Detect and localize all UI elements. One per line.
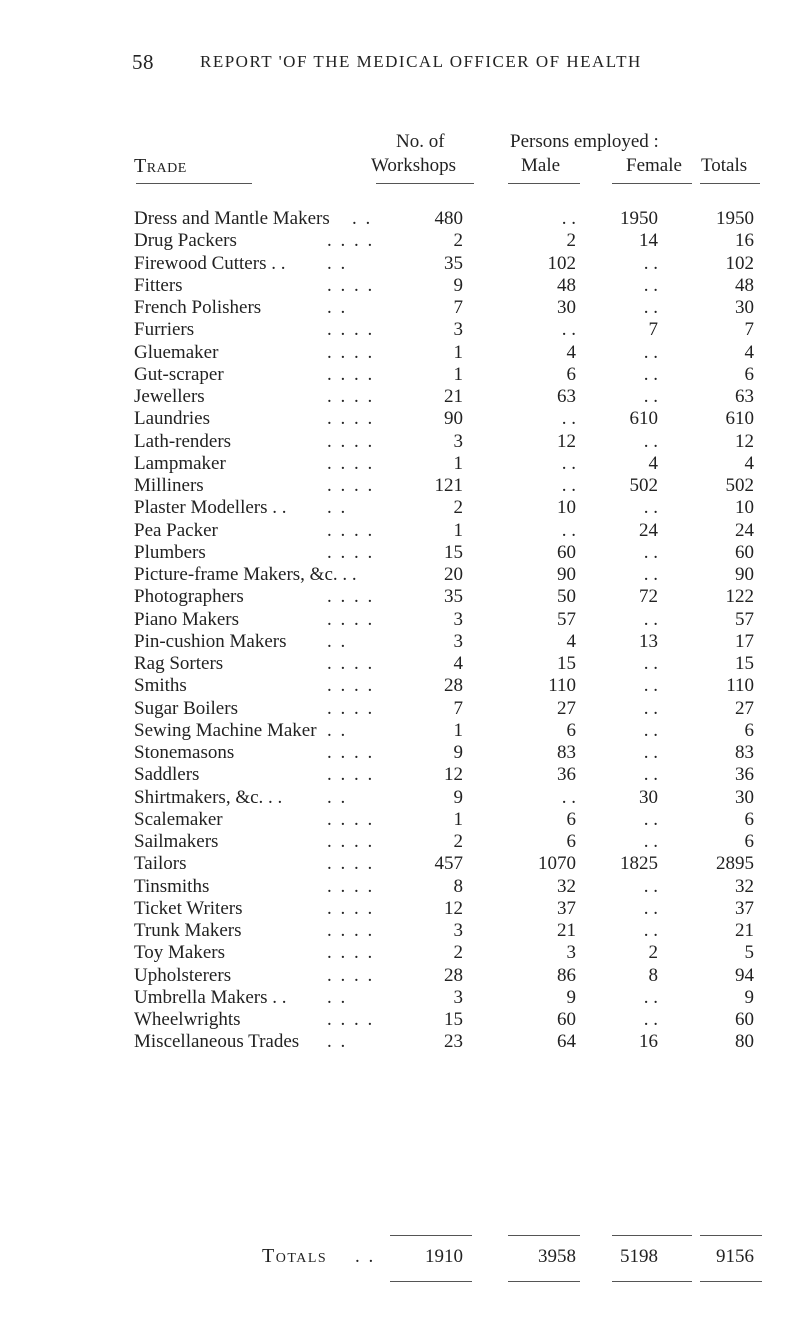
female-cell: . . bbox=[643, 809, 658, 830]
female-cell: . . bbox=[643, 920, 658, 941]
trade-cell: Fitters bbox=[134, 275, 183, 296]
female-cell: . . bbox=[643, 609, 658, 630]
workshops-cell: 1 bbox=[453, 520, 463, 541]
workshops-cell: 3 bbox=[453, 609, 463, 630]
total-cell: 83 bbox=[735, 742, 754, 763]
table-row bbox=[0, 497, 800, 518]
total-cell: 80 bbox=[735, 1031, 754, 1052]
running-title: REPORT 'OF THE MEDICAL OFFICER OF HEALTH bbox=[200, 52, 642, 71]
female-cell: . . bbox=[643, 364, 658, 385]
trade-cell: Sewing Machine Maker bbox=[134, 720, 317, 741]
total-cell: 24 bbox=[735, 520, 754, 541]
trade-cell: Trunk Makers bbox=[134, 920, 242, 941]
table-row bbox=[0, 275, 800, 296]
trade-cell: Plaster Modellers . . bbox=[134, 497, 287, 518]
female-cell: 13 bbox=[639, 631, 658, 652]
total-cell: 48 bbox=[735, 275, 754, 296]
table-row bbox=[0, 898, 800, 919]
table-row bbox=[0, 965, 800, 986]
trade-cell: Gluemaker bbox=[134, 342, 219, 363]
trade-cell: Lampmaker bbox=[134, 453, 226, 474]
table-row bbox=[0, 853, 800, 874]
total-cell: 6 bbox=[744, 809, 754, 830]
workshops-cell: 7 bbox=[453, 297, 463, 318]
total-cell: 94 bbox=[735, 965, 754, 986]
leader-dots: . . . . bbox=[327, 1009, 375, 1030]
table-row bbox=[0, 319, 800, 340]
header-rule-workshops bbox=[376, 183, 474, 184]
total-cell: 63 bbox=[735, 386, 754, 407]
female-cell: . . bbox=[643, 653, 658, 674]
totals-male: 3958 bbox=[538, 1246, 576, 1267]
workshops-cell: 1 bbox=[453, 364, 463, 385]
male-cell: 6 bbox=[566, 364, 576, 385]
male-cell: 21 bbox=[557, 920, 576, 941]
female-cell: . . bbox=[643, 742, 658, 763]
trade-cell: Drug Packers bbox=[134, 230, 237, 251]
workshops-header-line2: Workshops bbox=[371, 155, 457, 176]
male-cell: 4 bbox=[566, 342, 576, 363]
female-cell: . . bbox=[643, 876, 658, 897]
male-cell: . . bbox=[561, 453, 576, 474]
male-cell: 10 bbox=[557, 497, 576, 518]
total-cell: 21 bbox=[735, 920, 754, 941]
male-cell: 57 bbox=[557, 609, 576, 630]
leader-dots: . . . . bbox=[327, 742, 375, 763]
trade-cell: Pea Packer bbox=[134, 520, 218, 541]
total-cell: 6 bbox=[744, 831, 754, 852]
totals-label: Totals bbox=[262, 1245, 328, 1267]
table-row bbox=[0, 230, 800, 251]
workshops-cell: 15 bbox=[444, 1009, 463, 1030]
leader-dots: . . bbox=[327, 987, 348, 1008]
female-cell: 2 bbox=[648, 942, 658, 963]
leader-dots: . . . . bbox=[327, 275, 375, 296]
female-cell: . . bbox=[643, 275, 658, 296]
total-cell: 4 bbox=[744, 453, 754, 474]
table-row bbox=[0, 698, 800, 719]
female-cell: . . bbox=[643, 386, 658, 407]
table-row bbox=[0, 342, 800, 363]
male-cell: . . bbox=[561, 475, 576, 496]
trade-cell: Saddlers bbox=[134, 764, 200, 785]
workshops-cell: 121 bbox=[434, 475, 463, 496]
leader-dots: . . . . bbox=[327, 898, 375, 919]
trade-cell: Sugar Boilers bbox=[134, 698, 238, 719]
total-cell: 102 bbox=[725, 253, 754, 274]
female-cell: . . bbox=[643, 831, 658, 852]
table-row bbox=[0, 520, 800, 541]
workshops-cell: 23 bbox=[444, 1031, 463, 1052]
male-cell: . . bbox=[561, 787, 576, 808]
table-row bbox=[0, 542, 800, 563]
workshops-cell: 21 bbox=[444, 386, 463, 407]
totals-workshops: 1910 bbox=[425, 1246, 463, 1267]
workshops-cell: 2 bbox=[453, 831, 463, 852]
leader-dots: . . bbox=[327, 1031, 348, 1052]
trade-cell: Plumbers bbox=[134, 542, 206, 563]
leader-dots: . . . . bbox=[327, 319, 375, 340]
workshops-cell: 3 bbox=[453, 319, 463, 340]
table-row bbox=[0, 453, 800, 474]
trade-cell: Furriers bbox=[134, 319, 195, 340]
trade-cell: Lath-renders bbox=[134, 431, 232, 452]
leader-dots: . . bbox=[327, 253, 348, 274]
trade-cell: Sailmakers bbox=[134, 831, 219, 852]
total-cell: 16 bbox=[735, 230, 754, 251]
female-cell: . . bbox=[643, 297, 658, 318]
table-row bbox=[0, 253, 800, 274]
female-cell: . . bbox=[643, 342, 658, 363]
leader-dots: . . . . bbox=[327, 586, 375, 607]
trade-cell: Stonemasons bbox=[134, 742, 235, 763]
workshops-cell: 28 bbox=[444, 675, 463, 696]
workshops-cell: 7 bbox=[453, 698, 463, 719]
female-cell: . . bbox=[643, 764, 658, 785]
female-cell: 610 bbox=[629, 408, 658, 429]
total-cell: 9 bbox=[744, 987, 754, 1008]
totals-female: 5198 bbox=[620, 1246, 658, 1267]
workshops-cell: 9 bbox=[453, 742, 463, 763]
female-cell: . . bbox=[643, 564, 658, 585]
workshops-cell: 3 bbox=[453, 987, 463, 1008]
male-cell: 6 bbox=[566, 831, 576, 852]
workshops-cell: 480 bbox=[434, 208, 463, 229]
table-row bbox=[0, 987, 800, 1008]
workshops-cell: 35 bbox=[444, 586, 463, 607]
table-row bbox=[0, 831, 800, 852]
leader-dots: . . . . bbox=[327, 342, 375, 363]
trade-cell: Umbrella Makers . . bbox=[134, 987, 287, 1008]
total-cell: 10 bbox=[735, 497, 754, 518]
table-row bbox=[0, 475, 800, 496]
leader-dots: . . . . bbox=[327, 542, 375, 563]
leader-dots: . . . . bbox=[327, 386, 375, 407]
workshops-cell: 9 bbox=[453, 275, 463, 296]
table-row bbox=[0, 920, 800, 941]
leader-dots: . . bbox=[327, 631, 348, 652]
totals-rule-male bbox=[508, 1235, 580, 1236]
male-cell: 9 bbox=[566, 987, 576, 1008]
leader-dots: . . . . bbox=[327, 520, 375, 541]
workshops-cell: 8 bbox=[453, 876, 463, 897]
trade-cell: Smiths bbox=[134, 675, 187, 696]
male-cell: . . bbox=[561, 208, 576, 229]
trade-cell: Piano Makers bbox=[134, 609, 240, 630]
leader-dots: . . . . bbox=[327, 453, 375, 474]
table-row bbox=[0, 297, 800, 318]
leader-dots: . . . . bbox=[327, 876, 375, 897]
male-cell: 102 bbox=[547, 253, 576, 274]
total-cell: 502 bbox=[725, 475, 754, 496]
trade-cell: Pin-cushion Makers bbox=[134, 631, 287, 652]
total-cell: 30 bbox=[735, 297, 754, 318]
table-row bbox=[0, 609, 800, 630]
male-cell: 4 bbox=[566, 631, 576, 652]
workshops-cell: 3 bbox=[453, 431, 463, 452]
table-row bbox=[0, 208, 800, 229]
totals-dots: . . bbox=[355, 1246, 376, 1267]
workshops-header-line1: No. of bbox=[396, 131, 445, 152]
workshops-cell: 457 bbox=[434, 853, 463, 874]
male-cell: 90 bbox=[557, 564, 576, 585]
table-row bbox=[0, 564, 800, 585]
total-cell: 2895 bbox=[716, 853, 754, 874]
total-cell: 610 bbox=[725, 408, 754, 429]
trade-cell: Picture-frame Makers, &c. . . bbox=[134, 564, 357, 585]
male-cell: . . bbox=[561, 408, 576, 429]
leader-dots: . . . . bbox=[327, 764, 375, 785]
male-cell: 83 bbox=[557, 742, 576, 763]
table-row bbox=[0, 942, 800, 963]
male-cell: 12 bbox=[557, 431, 576, 452]
leader-dots: . . bbox=[327, 720, 348, 741]
workshops-cell: 2 bbox=[453, 230, 463, 251]
workshops-cell: 3 bbox=[453, 631, 463, 652]
totals-rule-female bbox=[612, 1235, 692, 1236]
female-cell: 1950 bbox=[620, 208, 658, 229]
female-cell: 4 bbox=[648, 453, 658, 474]
female-cell: 72 bbox=[639, 586, 658, 607]
total-cell: 60 bbox=[735, 542, 754, 563]
workshops-cell: 2 bbox=[453, 497, 463, 518]
male-cell: 2 bbox=[566, 230, 576, 251]
male-cell: 32 bbox=[557, 876, 576, 897]
trade-cell: Shirtmakers, &c. . . bbox=[134, 787, 283, 808]
workshops-cell: 4 bbox=[453, 653, 463, 674]
female-cell: . . bbox=[643, 542, 658, 563]
trade-cell: Firewood Cutters . . bbox=[134, 253, 286, 274]
trade-cell: Wheelwrights bbox=[134, 1009, 241, 1030]
female-header: Female bbox=[626, 155, 682, 176]
female-cell: 1825 bbox=[620, 853, 658, 874]
table-row bbox=[0, 586, 800, 607]
table-row bbox=[0, 653, 800, 674]
table-row bbox=[0, 742, 800, 763]
total-cell: 12 bbox=[735, 431, 754, 452]
totals-total: 9156 bbox=[716, 1246, 754, 1267]
total-cell: 32 bbox=[735, 876, 754, 897]
totals-rule-totals bbox=[700, 1235, 762, 1236]
trade-cell: Miscellaneous Trades bbox=[134, 1031, 300, 1052]
total-cell: 90 bbox=[735, 564, 754, 585]
trade-cell: Jewellers bbox=[134, 386, 205, 407]
female-cell: . . bbox=[643, 720, 658, 741]
workshops-cell: 12 bbox=[444, 764, 463, 785]
male-cell: 50 bbox=[557, 586, 576, 607]
table-row bbox=[0, 720, 800, 741]
workshops-cell: 3 bbox=[453, 920, 463, 941]
trade-cell: Upholsterers bbox=[134, 965, 232, 986]
workshops-cell: 9 bbox=[453, 787, 463, 808]
trade-cell: Gut-scraper bbox=[134, 364, 224, 385]
male-cell: 60 bbox=[557, 1009, 576, 1030]
female-cell: 24 bbox=[639, 520, 658, 541]
trade-cell: Laundries bbox=[134, 408, 210, 429]
table-row bbox=[0, 631, 800, 652]
male-cell: 36 bbox=[557, 764, 576, 785]
table-row bbox=[0, 876, 800, 897]
male-cell: 37 bbox=[557, 898, 576, 919]
male-cell: 30 bbox=[557, 297, 576, 318]
workshops-cell: 1 bbox=[453, 809, 463, 830]
trade-cell: Scalemaker bbox=[134, 809, 223, 830]
male-cell: 3 bbox=[566, 942, 576, 963]
male-cell: 48 bbox=[557, 275, 576, 296]
trade-header: Trade bbox=[134, 155, 187, 177]
trade-cell: Toy Makers bbox=[134, 942, 226, 963]
female-cell: . . bbox=[643, 698, 658, 719]
trade-cell: Photographers bbox=[134, 586, 244, 607]
header-rule-totals bbox=[700, 183, 760, 184]
female-cell: . . bbox=[643, 497, 658, 518]
table-row bbox=[0, 386, 800, 407]
table-row bbox=[0, 431, 800, 452]
trade-cell: Ticket Writers bbox=[134, 898, 243, 919]
workshops-cell: 20 bbox=[444, 564, 463, 585]
female-cell: 14 bbox=[639, 230, 658, 251]
total-cell: 7 bbox=[744, 319, 754, 340]
total-cell: 30 bbox=[735, 787, 754, 808]
leader-dots: . . . . bbox=[327, 431, 375, 452]
workshops-cell: 90 bbox=[444, 408, 463, 429]
female-cell: 30 bbox=[639, 787, 658, 808]
totals-rule-workshops bbox=[390, 1235, 472, 1236]
leader-dots: . . . . bbox=[327, 364, 375, 385]
header-rule-male bbox=[508, 183, 580, 184]
leader-dots: . . . . bbox=[327, 653, 375, 674]
table-row bbox=[0, 809, 800, 830]
female-cell: . . bbox=[643, 898, 658, 919]
persons-employed-header: Persons employed : bbox=[510, 131, 659, 152]
female-cell: 7 bbox=[648, 319, 658, 340]
totals-row bbox=[0, 1246, 800, 1267]
male-cell: 6 bbox=[566, 809, 576, 830]
leader-dots: . . . . bbox=[327, 675, 375, 696]
leader-dots: . . . . bbox=[327, 831, 375, 852]
page-header bbox=[0, 50, 800, 80]
table-row bbox=[0, 787, 800, 808]
workshops-cell: 1 bbox=[453, 342, 463, 363]
total-cell: 1950 bbox=[716, 208, 754, 229]
total-cell: 37 bbox=[735, 898, 754, 919]
workshops-cell: 35 bbox=[444, 253, 463, 274]
female-cell: 16 bbox=[639, 1031, 658, 1052]
total-cell: 27 bbox=[735, 698, 754, 719]
female-cell: 502 bbox=[629, 475, 658, 496]
header-rule-female bbox=[612, 183, 692, 184]
workshops-cell: 15 bbox=[444, 542, 463, 563]
total-cell: 110 bbox=[726, 675, 754, 696]
workshops-cell: 2 bbox=[453, 942, 463, 963]
trade-cell: Dress and Mantle Makers bbox=[134, 208, 330, 229]
male-cell: . . bbox=[561, 520, 576, 541]
female-cell: . . bbox=[643, 1009, 658, 1030]
leader-dots: . . . . bbox=[327, 475, 375, 496]
table-row bbox=[0, 675, 800, 696]
male-cell: 110 bbox=[548, 675, 576, 696]
table-row bbox=[0, 1031, 800, 1052]
trade-cell: Tinsmiths bbox=[134, 876, 210, 897]
total-cell: 17 bbox=[735, 631, 754, 652]
trade-cell: French Polishers bbox=[134, 297, 262, 318]
header-rule-trade bbox=[136, 183, 252, 184]
workshops-cell: 1 bbox=[453, 720, 463, 741]
table-row bbox=[0, 764, 800, 785]
bottom-rule-totals bbox=[700, 1281, 762, 1282]
leader-dots: . . . . bbox=[327, 609, 375, 630]
leader-dots: . . bbox=[327, 497, 348, 518]
bottom-rule-workshops bbox=[390, 1281, 472, 1282]
female-cell: 8 bbox=[648, 965, 658, 986]
total-cell: 15 bbox=[735, 653, 754, 674]
male-cell: 1070 bbox=[538, 853, 576, 874]
workshops-cell: 1 bbox=[453, 453, 463, 474]
leader-dots: . . . . bbox=[327, 230, 375, 251]
trade-cell: Rag Sorters bbox=[134, 653, 224, 674]
female-cell: . . bbox=[643, 431, 658, 452]
leader-dots: . . . . bbox=[327, 920, 375, 941]
leader-dots: . . . . bbox=[327, 853, 375, 874]
table-row bbox=[0, 408, 800, 429]
leader-dots: . . . . bbox=[327, 698, 375, 719]
total-cell: 122 bbox=[725, 586, 754, 607]
male-cell: 60 bbox=[557, 542, 576, 563]
total-cell: 6 bbox=[744, 720, 754, 741]
total-cell: 57 bbox=[735, 609, 754, 630]
bottom-rule-female bbox=[612, 1281, 692, 1282]
male-cell: 86 bbox=[557, 965, 576, 986]
male-cell: 27 bbox=[557, 698, 576, 719]
male-cell: 15 bbox=[557, 653, 576, 674]
male-cell: . . bbox=[561, 319, 576, 340]
trade-cell: Tailors bbox=[134, 853, 187, 874]
totals-header: Totals bbox=[701, 155, 748, 176]
trade-cell: Milliners bbox=[134, 475, 204, 496]
leader-dots: . . . . bbox=[327, 408, 375, 429]
workshops-cell: 28 bbox=[444, 965, 463, 986]
female-cell: . . bbox=[643, 987, 658, 1008]
total-cell: 4 bbox=[744, 342, 754, 363]
workshops-cell: 12 bbox=[444, 898, 463, 919]
total-cell: 6 bbox=[744, 364, 754, 385]
leader-dots: . . . . bbox=[327, 809, 375, 830]
bottom-rule-male bbox=[508, 1281, 580, 1282]
male-header: Male bbox=[521, 155, 561, 176]
total-cell: 5 bbox=[744, 942, 754, 963]
leader-dots: . . . . bbox=[327, 965, 375, 986]
male-cell: 64 bbox=[557, 1031, 576, 1052]
page-number: 58 bbox=[132, 50, 154, 74]
table-row bbox=[0, 1009, 800, 1030]
table-row bbox=[0, 364, 800, 385]
male-cell: 6 bbox=[566, 720, 576, 741]
leader-dots: . . bbox=[327, 297, 348, 318]
leader-dots: . . . . bbox=[327, 942, 375, 963]
female-cell: . . bbox=[643, 675, 658, 696]
male-cell: 63 bbox=[557, 386, 576, 407]
total-cell: 60 bbox=[735, 1009, 754, 1030]
female-cell: . . bbox=[643, 253, 658, 274]
leader-dots: . . bbox=[352, 208, 373, 229]
leader-dots: . . bbox=[327, 787, 348, 808]
total-cell: 36 bbox=[735, 764, 754, 785]
